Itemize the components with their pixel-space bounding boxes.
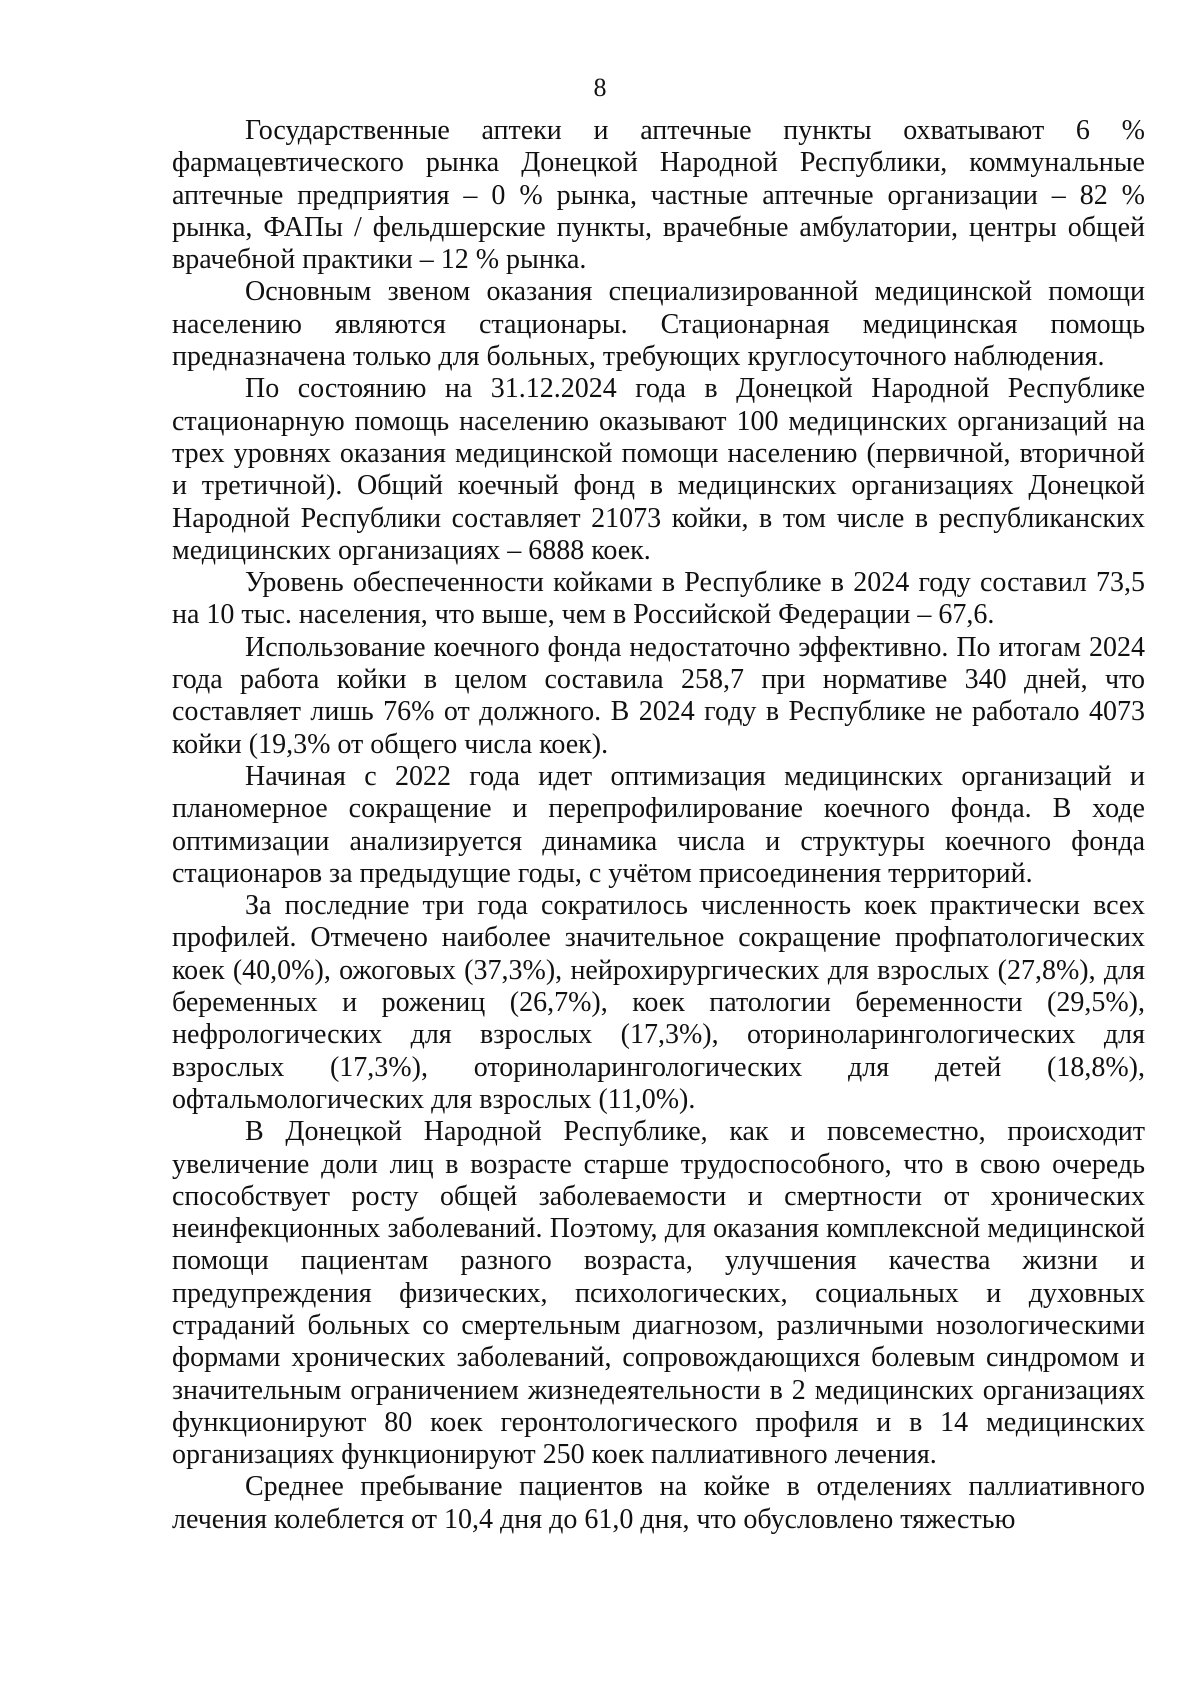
paragraph-optimization: Начиная с 2022 года идет оптимизация медицинских организаций и планомерное сокращение и перепрофилирование коечного фонда. В ходе оптимизации анализируется динамика числа и структуры коечного фонда стационаров за предыдущие годы, с учётом присоединения территорий.	[172, 760, 1145, 889]
paragraph-palliative-care: В Донецкой Народной Республике, как и повсеместно, происходит увеличение доли лиц в возрасте старше трудоспособного, что в свою очередь способствует росту общей заболеваемости и смертности от хронических неинфекционных заболеваний. Поэтому, для оказания комплексной медицинской помощи пациентам разного возраста, улучшения качества жизни и предупреждения физических, психологических, социальных и духовных страданий больных со смертельным диагнозом, различными нозологическими формами хронических заболеваний, сопровождающихся болевым синдромом и значительным ограничением жизнедеятельности в 2 медицинских организациях функционируют 80 коек геронтологического профиля и в 14 медицинских организациях функционируют 250 коек паллиативного лечения.	[172, 1116, 1145, 1471]
paragraph-bed-reduction: За последние три года сократилось численность коек практически всех профилей. Отмечено наиболее значительное сокращение профпатологических коек (40,0%), ожоговых (37,3%), нейрохирургических для взрослых (27,8%), для беременных и рожениц (26,7%), коек патологии беременности (29,5%), нефрологических для взрослых (17,3%), оториноларингологических для взрослых (17,3%), оториноларингологических для детей (18,8%), офтальмологических для взрослых (11,0%).	[172, 890, 1145, 1115]
paragraph-bed-supply: Уровень обеспеченности койками в Республике в 2024 году составил 73,5 на 10 тыс. населения, что выше, чем в Российской Федерации – 67,6.	[172, 567, 1145, 631]
paragraph-inpatient-care: Основным звеном оказания специализированной медицинской помощи населению являются стационары. Стационарная медицинская помощь предназначена только для больных, требующих круглосуточного наблюдения.	[172, 276, 1145, 373]
paragraph-hospital-network: По состоянию на 31.12.2024 года в Донецкой Народной Республике стационарную помощь населению оказывают 100 медицинских организаций на трех уровнях оказания медицинской помощи населению (первичной, вторичной и третичной). Общий коечный фонд в медицинских организациях Донецкой Народной Республики составляет 21073 койки, в том числе в республиканских медицинских организациях – 6888 коек.	[172, 373, 1145, 566]
paragraph-average-stay: Среднее пребывание пациентов на койке в отделениях паллиативного лечения колеблется от 10,4 дня до 61,0 дня, что обусловлено тяжестью	[172, 1471, 1145, 1535]
page-number: 8	[593, 73, 607, 102]
paragraph-pharmacy-market: Государственные аптеки и аптечные пункты охватывают 6 % фармацевтического рынка Донецкой Народной Республики, коммунальные аптечные предприятия – 0 % рынка, частные аптечные организации – 82 % рынка, ФАПы / фельдшерские пункты, врачебные амбулатории, центры общей врачебной практики – 12 % рынка.	[172, 115, 1145, 276]
paragraph-bed-usage: Использование коечного фонда недостаточно эффективно. По итогам 2024 года работа койки в целом составила 258,7 при нормативе 340 дней, что составляет лишь 76% от должного. В 2024 году в Республике не работало 4073 койки (19,3% от общего числа коек).	[172, 631, 1145, 760]
document-body	[172, 115, 1145, 1536]
